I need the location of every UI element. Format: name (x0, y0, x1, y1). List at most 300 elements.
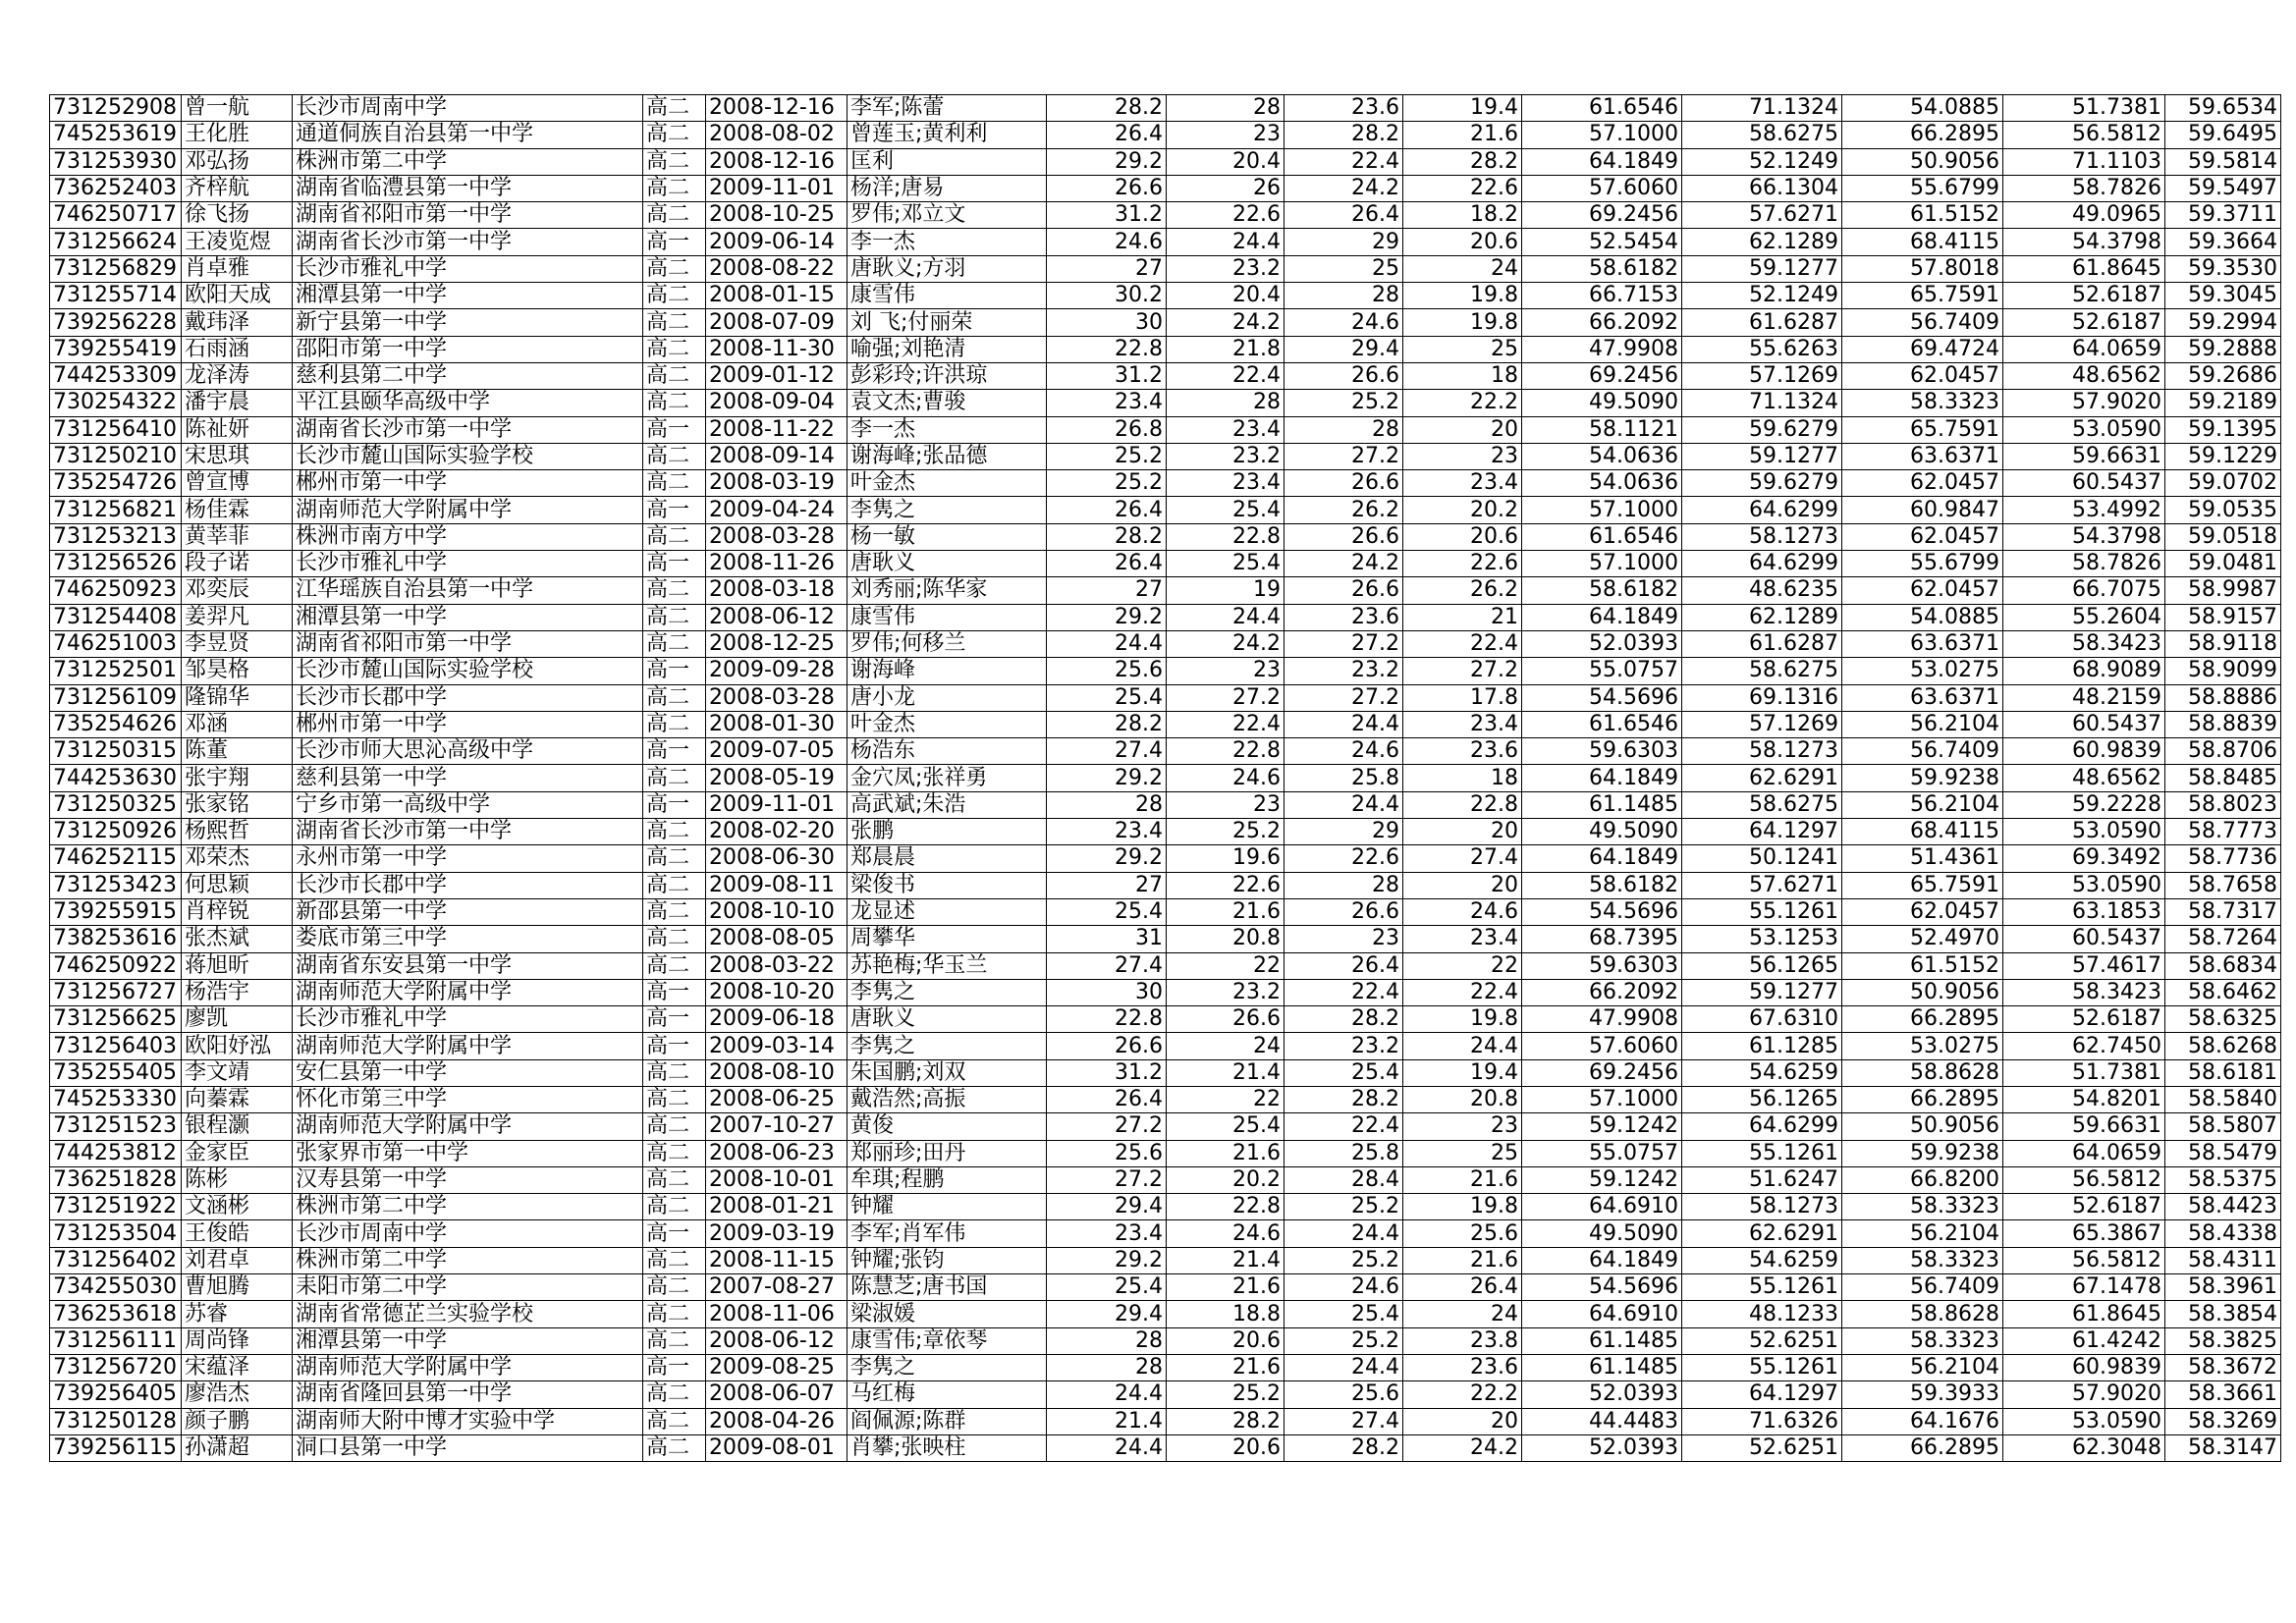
score-1-cell: 27.4 (1047, 738, 1167, 765)
score-4-cell: 20.8 (1403, 1086, 1522, 1112)
school-cell: 湖南师范大学附属中学 (293, 1033, 643, 1059)
score-4-cell: 26.4 (1403, 1274, 1522, 1301)
table-body (50, 95, 2281, 1462)
score-2-cell: 18.8 (1167, 1301, 1285, 1327)
student-id-cell: 744253309 (50, 362, 182, 389)
std-score-1-cell: 61.1485 (1522, 1354, 1682, 1380)
school-cell: 耒阳市第二中学 (293, 1274, 643, 1301)
school-cell: 湖南省东安县第一中学 (293, 952, 643, 979)
score-2-cell: 23.2 (1167, 443, 1285, 469)
table-row (50, 1166, 2281, 1193)
birth-date-cell: 2008-01-15 (706, 283, 847, 309)
table-row (50, 470, 2281, 497)
total-score-cell: 59.2686 (2165, 362, 2281, 389)
score-3-cell: 26.6 (1285, 523, 1403, 550)
school-cell: 新邵县第一中学 (293, 898, 643, 925)
birth-date-cell: 2009-06-18 (706, 1006, 847, 1033)
score-3-cell: 22.4 (1285, 1113, 1403, 1140)
score-1-cell: 31.2 (1047, 1059, 1167, 1086)
std-score-3-cell: 50.9056 (1842, 979, 2003, 1005)
teacher-cell: 黄俊 (847, 1113, 1047, 1140)
table-row (50, 202, 2281, 229)
student-name-cell: 文涵彬 (182, 1194, 293, 1220)
score-3-cell: 24.4 (1285, 1354, 1403, 1380)
table-row (50, 283, 2281, 309)
teacher-cell: 匡利 (847, 148, 1047, 175)
total-score-cell: 58.3672 (2165, 1354, 2281, 1380)
school-cell: 长沙市雅礼中学 (293, 255, 643, 282)
std-score-4-cell: 62.3048 (2003, 1434, 2165, 1461)
student-name-cell: 曾一航 (182, 95, 293, 122)
school-cell: 湖南师范大学附属中学 (293, 497, 643, 523)
table-row (50, 95, 2281, 122)
std-score-3-cell: 63.6371 (1842, 630, 2003, 657)
student-id-cell: 744253630 (50, 765, 182, 791)
score-3-cell: 27.2 (1285, 630, 1403, 657)
std-score-3-cell: 56.2104 (1842, 1220, 2003, 1247)
score-4-cell: 23.6 (1403, 738, 1522, 765)
std-score-4-cell: 58.3423 (2003, 630, 2165, 657)
teacher-cell: 唐耿义;方羽 (847, 255, 1047, 282)
student-name-cell: 隆锦华 (182, 684, 293, 711)
std-score-2-cell: 59.6279 (1682, 470, 1842, 497)
score-4-cell: 20.2 (1403, 497, 1522, 523)
grade-cell: 高二 (643, 1113, 706, 1140)
score-1-cell: 25.4 (1047, 1274, 1167, 1301)
score-2-cell: 25.2 (1167, 1381, 1285, 1408)
school-cell: 长沙市周南中学 (293, 1220, 643, 1247)
score-3-cell: 27.4 (1285, 1408, 1403, 1434)
total-score-cell: 58.7264 (2165, 926, 2281, 952)
student-name-cell: 徐飞扬 (182, 202, 293, 229)
std-score-2-cell: 55.1261 (1682, 898, 1842, 925)
student-id-cell: 731251922 (50, 1194, 182, 1220)
table-row (50, 1113, 2281, 1140)
std-score-4-cell: 58.3423 (2003, 979, 2165, 1005)
score-4-cell: 18 (1403, 362, 1522, 389)
score-3-cell: 25.4 (1285, 1301, 1403, 1327)
student-name-cell: 张杰斌 (182, 926, 293, 952)
teacher-cell: 唐耿义 (847, 551, 1047, 577)
score-2-cell: 19 (1167, 577, 1285, 604)
birth-date-cell: 2009-04-24 (706, 497, 847, 523)
score-2-cell: 24.4 (1167, 229, 1285, 255)
score-2-cell: 20.6 (1167, 1434, 1285, 1461)
score-1-cell: 28.2 (1047, 95, 1167, 122)
std-score-2-cell: 55.6263 (1682, 336, 1842, 362)
teacher-cell: 李隽之 (847, 979, 1047, 1005)
grade-cell: 高二 (643, 175, 706, 201)
score-1-cell: 29.2 (1047, 148, 1167, 175)
std-score-1-cell: 57.1000 (1522, 1086, 1682, 1112)
grade-cell: 高一 (643, 658, 706, 684)
std-score-3-cell: 62.0457 (1842, 898, 2003, 925)
grade-cell: 高二 (643, 255, 706, 282)
grade-cell: 高二 (643, 845, 706, 872)
std-score-3-cell: 65.7591 (1842, 872, 2003, 898)
student-id-cell: 731251523 (50, 1113, 182, 1140)
total-score-cell: 58.3961 (2165, 1274, 2281, 1301)
score-2-cell: 27.2 (1167, 684, 1285, 711)
student-name-cell: 宋蕴泽 (182, 1354, 293, 1380)
student-id-cell: 731250926 (50, 819, 182, 845)
score-4-cell: 25.6 (1403, 1220, 1522, 1247)
school-cell: 湖南省长沙市第一中学 (293, 416, 643, 443)
table-row (50, 309, 2281, 336)
score-2-cell: 23 (1167, 658, 1285, 684)
school-cell: 湘潭县第一中学 (293, 604, 643, 630)
teacher-cell: 龙显述 (847, 898, 1047, 925)
teacher-cell: 彭彩玲;许洪琼 (847, 362, 1047, 389)
school-cell: 江华瑶族自治县第一中学 (293, 577, 643, 604)
std-score-1-cell: 47.9908 (1522, 336, 1682, 362)
teacher-cell: 戴浩然;高振 (847, 1086, 1047, 1112)
score-1-cell: 27.4 (1047, 952, 1167, 979)
birth-date-cell: 2008-10-20 (706, 979, 847, 1005)
std-score-2-cell: 71.1324 (1682, 390, 1842, 416)
grade-cell: 高二 (643, 1086, 706, 1112)
school-cell: 长沙市麓山国际实验学校 (293, 443, 643, 469)
teacher-cell: 叶金杰 (847, 470, 1047, 497)
student-name-cell: 姜羿凡 (182, 604, 293, 630)
score-2-cell: 21.6 (1167, 1274, 1285, 1301)
grade-cell: 高二 (643, 202, 706, 229)
std-score-1-cell: 66.2092 (1522, 979, 1682, 1005)
student-id-cell: 731250128 (50, 1408, 182, 1434)
student-id-cell: 730254322 (50, 390, 182, 416)
std-score-2-cell: 58.1273 (1682, 738, 1842, 765)
score-4-cell: 22.2 (1403, 1381, 1522, 1408)
table-row (50, 336, 2281, 362)
table-row (50, 1059, 2281, 1086)
std-score-1-cell: 54.0636 (1522, 443, 1682, 469)
std-score-3-cell: 62.0457 (1842, 523, 2003, 550)
score-3-cell: 24.4 (1285, 791, 1403, 818)
std-score-2-cell: 52.6251 (1682, 1327, 1842, 1354)
school-cell: 慈利县第二中学 (293, 362, 643, 389)
std-score-2-cell: 57.1269 (1682, 362, 1842, 389)
student-name-cell: 苏睿 (182, 1301, 293, 1327)
birth-date-cell: 2008-11-26 (706, 551, 847, 577)
birth-date-cell: 2008-08-02 (706, 122, 847, 148)
std-score-2-cell: 54.6259 (1682, 1247, 1842, 1273)
score-2-cell: 22.4 (1167, 362, 1285, 389)
teacher-cell: 郑丽珍;田丹 (847, 1140, 1047, 1166)
school-cell: 湖南省长沙市第一中学 (293, 819, 643, 845)
std-score-2-cell: 69.1316 (1682, 684, 1842, 711)
score-1-cell: 25.4 (1047, 898, 1167, 925)
score-4-cell: 19.8 (1403, 309, 1522, 336)
school-cell: 湖南省隆回县第一中学 (293, 1381, 643, 1408)
teacher-cell: 罗伟;何移兰 (847, 630, 1047, 657)
school-cell: 郴州市第一中学 (293, 470, 643, 497)
std-score-4-cell: 64.0659 (2003, 1140, 2165, 1166)
student-id-cell: 746250923 (50, 577, 182, 604)
student-id-cell: 735254626 (50, 711, 182, 737)
grade-cell: 高二 (643, 898, 706, 925)
std-score-4-cell: 51.7381 (2003, 95, 2165, 122)
score-2-cell: 26.6 (1167, 1006, 1285, 1033)
school-cell: 通道侗族自治县第一中学 (293, 122, 643, 148)
total-score-cell: 59.5814 (2165, 148, 2281, 175)
score-4-cell: 23.4 (1403, 926, 1522, 952)
std-score-3-cell: 63.6371 (1842, 684, 2003, 711)
grade-cell: 高一 (643, 416, 706, 443)
std-score-3-cell: 66.2895 (1842, 1006, 2003, 1033)
table-row (50, 872, 2281, 898)
score-1-cell: 26.6 (1047, 1033, 1167, 1059)
std-score-3-cell: 56.7409 (1842, 1274, 2003, 1301)
score-1-cell: 30 (1047, 309, 1167, 336)
score-2-cell: 22.4 (1167, 711, 1285, 737)
teacher-cell: 李隽之 (847, 1354, 1047, 1380)
std-score-4-cell: 64.0659 (2003, 336, 2165, 362)
score-1-cell: 21.4 (1047, 1408, 1167, 1434)
score-2-cell: 23.4 (1167, 470, 1285, 497)
score-3-cell: 22.6 (1285, 845, 1403, 872)
grade-cell: 高二 (643, 336, 706, 362)
std-score-3-cell: 55.6799 (1842, 175, 2003, 201)
score-2-cell: 23 (1167, 122, 1285, 148)
std-score-1-cell: 61.6546 (1522, 711, 1682, 737)
std-score-3-cell: 66.8200 (1842, 1166, 2003, 1193)
score-1-cell: 30 (1047, 979, 1167, 1005)
std-score-1-cell: 49.5090 (1522, 819, 1682, 845)
std-score-3-cell: 54.0885 (1842, 95, 2003, 122)
score-3-cell: 25.8 (1285, 1140, 1403, 1166)
school-cell: 长沙市周南中学 (293, 95, 643, 122)
teacher-cell: 唐小龙 (847, 684, 1047, 711)
total-score-cell: 58.4423 (2165, 1194, 2281, 1220)
teacher-cell: 张鹏 (847, 819, 1047, 845)
std-score-1-cell: 54.5696 (1522, 898, 1682, 925)
std-score-1-cell: 55.0757 (1522, 1140, 1682, 1166)
score-4-cell: 20 (1403, 416, 1522, 443)
table-row (50, 791, 2281, 818)
std-score-1-cell: 54.5696 (1522, 684, 1682, 711)
score-1-cell: 26.4 (1047, 551, 1167, 577)
score-3-cell: 26.2 (1285, 497, 1403, 523)
birth-date-cell: 2008-12-25 (706, 630, 847, 657)
student-id-cell: 746251003 (50, 630, 182, 657)
score-4-cell: 23 (1403, 443, 1522, 469)
teacher-cell: 陈慧芝;唐书国 (847, 1274, 1047, 1301)
grade-cell: 高二 (643, 122, 706, 148)
std-score-4-cell: 48.2159 (2003, 684, 2165, 711)
std-score-4-cell: 69.3492 (2003, 845, 2165, 872)
std-score-2-cell: 48.1233 (1682, 1301, 1842, 1327)
teacher-cell: 康雪伟 (847, 283, 1047, 309)
student-name-cell: 杨佳霖 (182, 497, 293, 523)
table-row (50, 390, 2281, 416)
student-name-cell: 王俊皓 (182, 1220, 293, 1247)
grade-cell: 高二 (643, 443, 706, 469)
grade-cell: 高二 (643, 1059, 706, 1086)
std-score-4-cell: 60.9839 (2003, 738, 2165, 765)
table-row (50, 738, 2281, 765)
score-1-cell: 27 (1047, 872, 1167, 898)
score-1-cell: 29.2 (1047, 1247, 1167, 1273)
total-score-cell: 58.8485 (2165, 765, 2281, 791)
std-score-1-cell: 68.7395 (1522, 926, 1682, 952)
teacher-cell: 曾莲玉;黄利利 (847, 122, 1047, 148)
student-id-cell: 731256625 (50, 1006, 182, 1033)
student-name-cell: 王化胜 (182, 122, 293, 148)
std-score-1-cell: 61.1485 (1522, 791, 1682, 818)
student-id-cell: 744253812 (50, 1140, 182, 1166)
score-1-cell: 28 (1047, 1354, 1167, 1380)
student-id-cell: 738253616 (50, 926, 182, 952)
total-score-cell: 58.8023 (2165, 791, 2281, 818)
std-score-2-cell: 52.1249 (1682, 148, 1842, 175)
std-score-2-cell: 64.6299 (1682, 551, 1842, 577)
std-score-3-cell: 65.7591 (1842, 283, 2003, 309)
score-1-cell: 26.4 (1047, 1086, 1167, 1112)
grade-cell: 高一 (643, 979, 706, 1005)
teacher-cell: 梁俊书 (847, 872, 1047, 898)
score-2-cell: 23.2 (1167, 979, 1285, 1005)
total-score-cell: 58.3854 (2165, 1301, 2281, 1327)
score-2-cell: 24.6 (1167, 1220, 1285, 1247)
std-score-1-cell: 58.1121 (1522, 416, 1682, 443)
score-3-cell: 29 (1285, 229, 1403, 255)
score-2-cell: 21.6 (1167, 1354, 1285, 1380)
teacher-cell: 郑晨晨 (847, 845, 1047, 872)
total-score-cell: 58.3147 (2165, 1434, 2281, 1461)
score-3-cell: 23.6 (1285, 604, 1403, 630)
total-score-cell: 59.3530 (2165, 255, 2281, 282)
total-score-cell: 58.8839 (2165, 711, 2281, 737)
student-id-cell: 731256109 (50, 684, 182, 711)
total-score-cell: 58.5807 (2165, 1113, 2281, 1140)
teacher-cell: 苏艳梅;华玉兰 (847, 952, 1047, 979)
birth-date-cell: 2008-03-22 (706, 952, 847, 979)
total-score-cell: 59.6495 (2165, 122, 2281, 148)
std-score-4-cell: 56.5812 (2003, 1166, 2165, 1193)
grade-cell: 高二 (643, 1408, 706, 1434)
birth-date-cell: 2008-11-06 (706, 1301, 847, 1327)
score-2-cell: 20.2 (1167, 1166, 1285, 1193)
std-score-1-cell: 64.6910 (1522, 1194, 1682, 1220)
birth-date-cell: 2009-07-05 (706, 738, 847, 765)
grade-cell: 高二 (643, 630, 706, 657)
birth-date-cell: 2007-10-27 (706, 1113, 847, 1140)
birth-date-cell: 2008-03-28 (706, 684, 847, 711)
std-score-4-cell: 55.2604 (2003, 604, 2165, 630)
student-id-cell: 731254408 (50, 604, 182, 630)
score-3-cell: 28.2 (1285, 1086, 1403, 1112)
std-score-3-cell: 59.9238 (1842, 1140, 2003, 1166)
student-id-cell: 739255419 (50, 336, 182, 362)
std-score-3-cell: 62.0457 (1842, 577, 2003, 604)
std-score-3-cell: 50.9056 (1842, 1113, 2003, 1140)
std-score-2-cell: 59.6279 (1682, 416, 1842, 443)
school-cell: 株洲市南方中学 (293, 523, 643, 550)
score-2-cell: 20.4 (1167, 148, 1285, 175)
birth-date-cell: 2008-12-16 (706, 95, 847, 122)
std-score-4-cell: 51.7381 (2003, 1059, 2165, 1086)
school-cell: 宁乡市第一高级中学 (293, 791, 643, 818)
score-1-cell: 23.4 (1047, 819, 1167, 845)
student-name-cell: 杨浩宇 (182, 979, 293, 1005)
score-4-cell: 23.6 (1403, 1354, 1522, 1380)
score-3-cell: 24.4 (1285, 1220, 1403, 1247)
birth-date-cell: 2008-03-28 (706, 523, 847, 550)
student-name-cell: 曾宣博 (182, 470, 293, 497)
table-row (50, 497, 2281, 523)
teacher-cell: 罗伟;邓立文 (847, 202, 1047, 229)
std-score-1-cell: 61.6546 (1522, 523, 1682, 550)
std-score-1-cell: 61.6546 (1522, 95, 1682, 122)
score-4-cell: 19.4 (1403, 1059, 1522, 1086)
birth-date-cell: 2008-04-26 (706, 1408, 847, 1434)
score-4-cell: 22 (1403, 952, 1522, 979)
score-2-cell: 22.6 (1167, 202, 1285, 229)
score-4-cell: 24 (1403, 255, 1522, 282)
student-id-cell: 731253504 (50, 1220, 182, 1247)
total-score-cell: 59.3664 (2165, 229, 2281, 255)
school-cell: 湘潭县第一中学 (293, 1327, 643, 1354)
birth-date-cell: 2008-12-16 (706, 148, 847, 175)
score-3-cell: 26.6 (1285, 470, 1403, 497)
total-score-cell: 59.3045 (2165, 283, 2281, 309)
score-2-cell: 23 (1167, 791, 1285, 818)
std-score-3-cell: 58.8628 (1842, 1059, 2003, 1086)
std-score-2-cell: 58.6275 (1682, 658, 1842, 684)
school-cell: 株洲市第二中学 (293, 1247, 643, 1273)
score-1-cell: 27 (1047, 577, 1167, 604)
std-score-4-cell: 54.3798 (2003, 523, 2165, 550)
grade-cell: 高二 (643, 1434, 706, 1461)
table-row (50, 1301, 2281, 1327)
score-3-cell: 24.2 (1285, 175, 1403, 201)
grade-cell: 高一 (643, 738, 706, 765)
birth-date-cell: 2008-06-12 (706, 604, 847, 630)
score-2-cell: 25.4 (1167, 1113, 1285, 1140)
total-score-cell: 59.0481 (2165, 551, 2281, 577)
score-3-cell: 27.2 (1285, 443, 1403, 469)
grade-cell: 高二 (643, 926, 706, 952)
total-score-cell: 58.6462 (2165, 979, 2281, 1005)
birth-date-cell: 2009-09-28 (706, 658, 847, 684)
grade-cell: 高二 (643, 283, 706, 309)
student-id-cell: 739256228 (50, 309, 182, 336)
grade-cell: 高二 (643, 684, 706, 711)
score-1-cell: 24.4 (1047, 630, 1167, 657)
std-score-4-cell: 68.9089 (2003, 658, 2165, 684)
student-name-cell: 邹昊格 (182, 658, 293, 684)
score-4-cell: 21.6 (1403, 1166, 1522, 1193)
score-3-cell: 28.2 (1285, 1434, 1403, 1461)
birth-date-cell: 2008-11-15 (706, 1247, 847, 1273)
grade-cell: 高二 (643, 1327, 706, 1354)
student-name-cell: 邓弘扬 (182, 148, 293, 175)
teacher-cell: 唐耿义 (847, 1006, 1047, 1033)
student-id-cell: 739256115 (50, 1434, 182, 1461)
std-score-3-cell: 56.7409 (1842, 738, 2003, 765)
total-score-cell: 58.9157 (2165, 604, 2281, 630)
std-score-1-cell: 69.2456 (1522, 202, 1682, 229)
teacher-cell: 李一杰 (847, 416, 1047, 443)
school-cell: 怀化市第三中学 (293, 1086, 643, 1112)
score-1-cell: 31 (1047, 926, 1167, 952)
std-score-2-cell: 53.1253 (1682, 926, 1842, 952)
student-id-cell: 731256526 (50, 551, 182, 577)
birth-date-cell: 2008-06-30 (706, 845, 847, 872)
std-score-4-cell: 60.5437 (2003, 926, 2165, 952)
birth-date-cell: 2009-03-19 (706, 1220, 847, 1247)
std-score-3-cell: 52.4970 (1842, 926, 2003, 952)
